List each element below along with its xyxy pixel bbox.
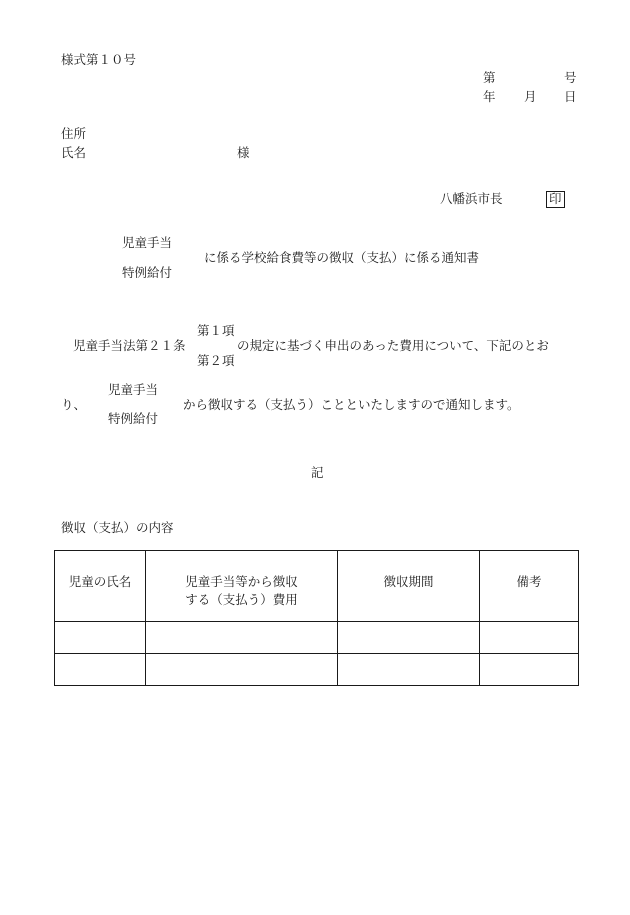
header-cell-text: 徴収期間 <box>383 574 434 589</box>
body-option-child-allowance: 児童手当 <box>108 382 159 397</box>
date-year-label: 年 <box>483 89 496 104</box>
table-row <box>55 622 579 654</box>
header-cell-text: 児童の氏名 <box>68 574 132 589</box>
title-option-child-allowance: 児童手当 <box>122 235 173 250</box>
table-header-row <box>55 551 579 622</box>
section-label: 徴収（支払）の内容 <box>61 520 174 535</box>
header-remarks <box>480 551 579 622</box>
title-option-special-benefit: 特例給付 <box>122 265 173 280</box>
body-line-2: から徴収する（支払う）ことといたしますので通知します。 <box>183 397 520 412</box>
table-cell <box>146 622 338 654</box>
body-clause-2: 第２項 <box>197 353 235 368</box>
form-number: 様式第１０号 <box>61 52 137 67</box>
header-cell-text-line-2: する（支払う）費用 <box>185 592 298 607</box>
document-title: に係る学校給食費等の徴収（支払）に係る通知書 <box>204 250 480 265</box>
address-label: 住所 <box>61 126 87 141</box>
header-period <box>338 551 480 622</box>
content-table <box>54 550 579 686</box>
doc-number-suffix: 号 <box>564 70 577 85</box>
table-cell <box>480 654 579 686</box>
header-child-name <box>55 551 146 622</box>
table-cell <box>146 654 338 686</box>
table-cell <box>55 654 146 686</box>
header-cell-text: 備考 <box>516 574 542 589</box>
body-option-special-benefit: 特例給付 <box>108 411 159 426</box>
body-clause-1: 第１項 <box>197 323 235 338</box>
date-month-label: 月 <box>524 89 537 104</box>
ki-heading: 記 <box>311 465 324 480</box>
header-cell-text: 児童手当等から徴収 <box>185 574 298 589</box>
table-cell <box>55 622 146 654</box>
issuer-title: 八幡浜市長 <box>440 191 503 206</box>
table-cell <box>480 622 579 654</box>
honorific: 様 <box>237 145 250 160</box>
table-cell <box>338 622 480 654</box>
seal-mark: 印 <box>546 191 565 208</box>
name-label: 氏名 <box>61 145 87 160</box>
body-line-2-prefix: り、 <box>61 397 87 412</box>
body-line-1: の規定に基づく申出のあった費用について、下記のとお <box>237 338 549 353</box>
doc-number-prefix: 第 <box>483 70 496 85</box>
table-cell <box>338 654 480 686</box>
date-day-label: 日 <box>564 89 577 104</box>
header-cost <box>146 551 338 622</box>
table-row <box>55 654 579 686</box>
body-law-reference: 児童手当法第２１条 <box>73 338 186 353</box>
